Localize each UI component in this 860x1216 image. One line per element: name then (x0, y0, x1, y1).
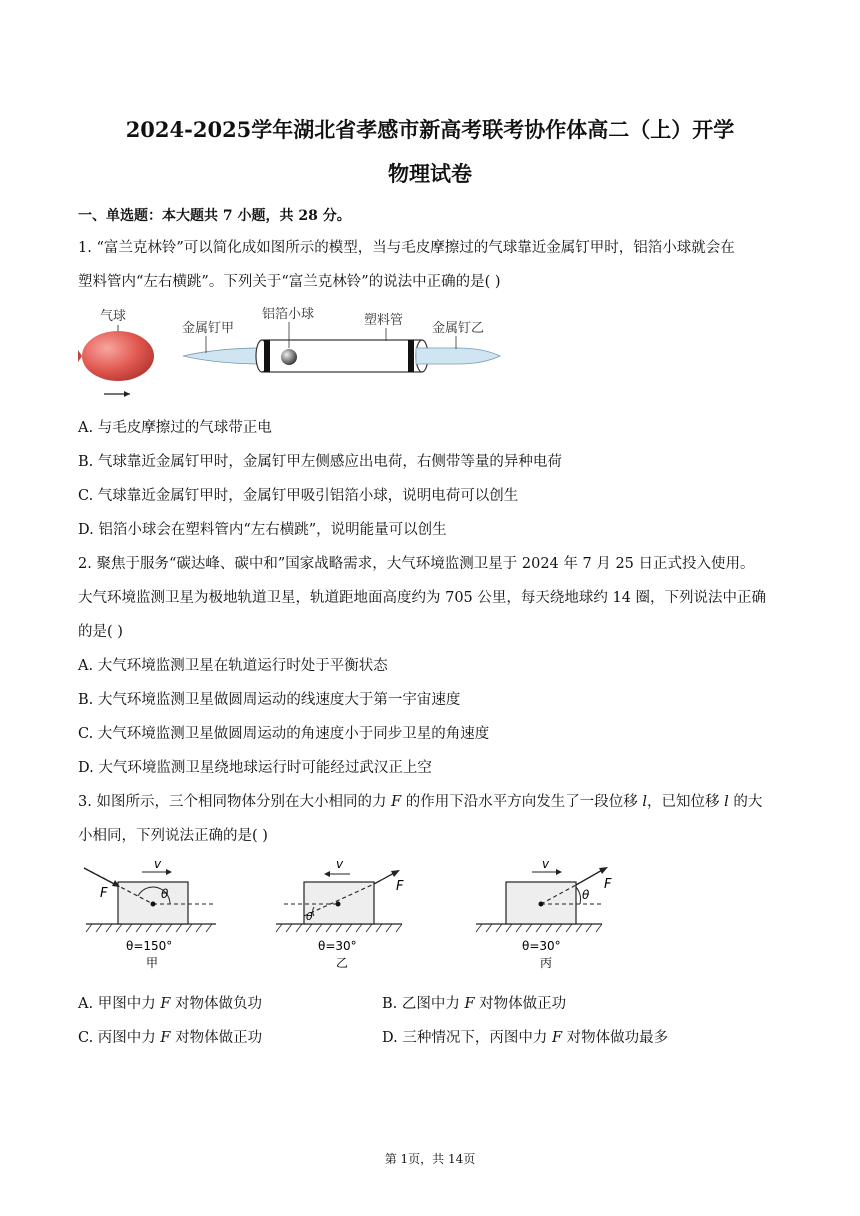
svg-text:甲: 甲 (146, 956, 159, 970)
q2-stem-line1: 2. 聚焦于服务“碳达峰、碳中和”国家战略需求，大气环境监测卫星于 2024 年 7 月 25 日正式投入使用。 (78, 556, 755, 572)
q3-stem-line1: 3. 如图所示，三个相同物体分别在大小相同的力 F 的作用下沿水平方向发生了一段位移 l，已知位移 l 的大 (78, 794, 763, 810)
svg-text:v: v (154, 857, 162, 871)
balloon-shape (82, 331, 154, 381)
svg-text:θ=30°: θ=30° (318, 939, 357, 953)
q3-option-b: B. 乙图中力 F 对物体做正功 (382, 996, 567, 1012)
svg-text:θ=150°: θ=150° (126, 939, 173, 953)
q1-stem-line1: 1. “富兰克林铃”可以简化成如图所示的模型，当与毛皮摩擦过的气球靠近金属钉甲时，铝箔小球就会在 (78, 240, 735, 256)
q2-option-a: A. 大气环境监测卫星在轨道运行时处于平衡状态 (78, 658, 388, 674)
q1-stem-line2: 塑料管内“左右横跳”。下列关于“富兰克林铃”的说法中正确的是( ) (78, 274, 501, 290)
svg-text:v: v (336, 857, 344, 871)
q3-stem-line2: 小相同，下列说法正确的是( ) (78, 828, 268, 844)
force-figure-jia (78, 854, 228, 974)
svg-text:F: F (100, 886, 108, 901)
q3-option-c: C. 丙图中力 F 对物体做正功 (78, 1030, 263, 1046)
q1-option-d: D. 铝箔小球会在塑料管内“左右横跳”，说明能量可以创生 (78, 522, 447, 538)
franklin-bell-figure (78, 298, 518, 402)
q2-stem-line3: 的是( ) (78, 624, 123, 640)
svg-text:θ: θ (161, 887, 169, 901)
q2-stem-line2: 大气环境监测卫星为极地轨道卫星，轨道距地面高度约为 705 公里，每天绕地球约 14 圈，下列说法中正确 (78, 590, 767, 606)
page-footer: 第 1页，共 14页 (384, 1152, 476, 1166)
svg-text:F: F (604, 877, 612, 892)
svg-text:v: v (542, 857, 550, 871)
svg-text:丙: 丙 (540, 956, 553, 970)
label-nail-b: 金属钉乙 (432, 321, 485, 336)
label-foil-ball: 铝箔小球 (262, 307, 315, 322)
label-tube: 塑料管 (364, 313, 404, 328)
q1-option-c: C. 气球靠近金属钉甲时，金属钉甲吸引铝箔小球，说明电荷可以创生 (78, 488, 519, 504)
q2-option-c: C. 大气环境监测卫星做圆周运动的角速度小于同步卫星的角速度 (78, 726, 490, 742)
label-nail-a: 金属钉甲 (182, 321, 235, 336)
nail-b-shape (416, 348, 500, 364)
label-balloon: 气球 (100, 309, 127, 324)
svg-text:θ=30°: θ=30° (522, 939, 561, 953)
q2-option-b: B. 大气环境监测卫星做圆周运动的线速度大于第一宇宙速度 (78, 692, 461, 708)
q3-option-a: A. 甲图中力 F 对物体做负功 (78, 996, 262, 1012)
q3-option-d: D. 三种情况下，丙图中力 F 对物体做功最多 (382, 1030, 669, 1046)
force-figure-yi (270, 854, 420, 974)
q1-option-a: A. 与毛皮摩擦过的气球带正电 (78, 420, 272, 436)
motion-arrow-icon (124, 391, 130, 397)
exam-title-line1: 2024-2025学年湖北省孝感市新高考联考协作体高二（上）开学 (125, 117, 735, 142)
section-heading: 一、单选题：本大题共 7 小题，共 28 分。 (78, 208, 351, 224)
force-figure-bing (470, 854, 620, 974)
nail-a-shape (183, 348, 263, 364)
svg-text:F: F (396, 879, 404, 894)
q2-option-d: D. 大气环境监测卫星绕地球运行时可能经过武汉正上空 (78, 760, 432, 776)
svg-text:乙: 乙 (336, 956, 349, 970)
svg-text:θ: θ (582, 888, 590, 902)
exam-title-line2: 物理试卷 (388, 161, 472, 186)
foil-ball (281, 349, 297, 365)
q1-option-b: B. 气球靠近金属钉甲时，金属钉甲左侧感应出电荷，右侧带等量的异种电荷 (78, 454, 562, 470)
svg-text:θ: θ (306, 910, 313, 923)
